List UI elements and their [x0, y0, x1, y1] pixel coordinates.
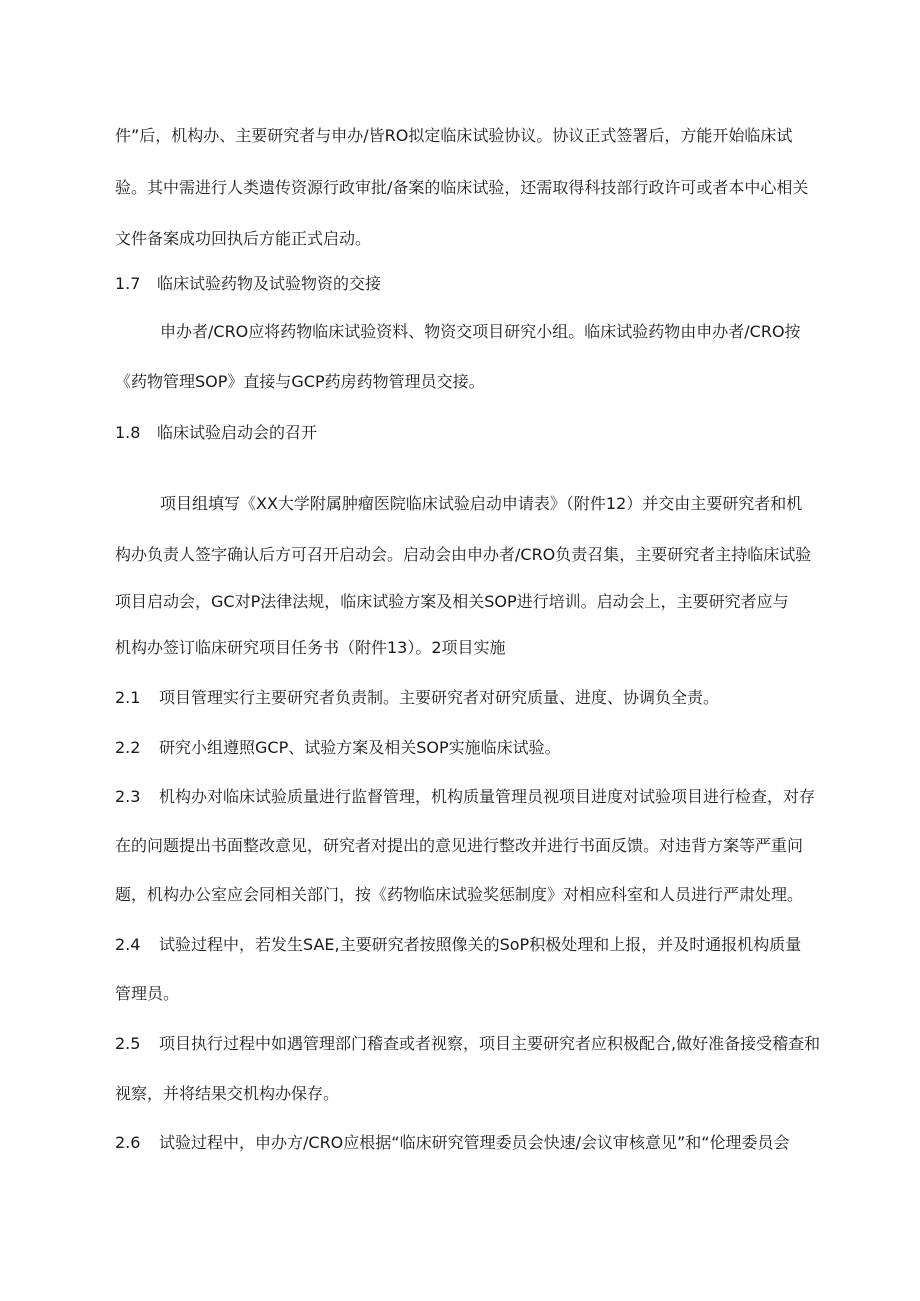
- item-text: 研究小组遵照GCP、试验方案及相关SOP实施临床试验。: [159, 738, 561, 757]
- list-item-2-3: [115, 787, 865, 807]
- paragraph-line: 件”后，机构办、主要研究者与申办/皆RO拟定临床试验协议。协议正式签署后，方能开始临床试: [115, 126, 793, 145]
- item-number: 2.2: [115, 738, 141, 757]
- item-number: 2.1: [115, 688, 141, 707]
- list-item-2-6: [115, 1133, 865, 1153]
- section-heading-1-8: [115, 423, 865, 443]
- section-number: 1.7: [115, 274, 141, 293]
- paragraph-line: 文件备案成功回执后方能正式启动。: [115, 229, 372, 248]
- paragraph-line: 《药物管理SOP》直接与GCP药房药物管理员交接。: [115, 372, 485, 391]
- section-heading-1-7: [115, 274, 865, 294]
- section-title: 临床试验药物及试验物资的交接: [157, 274, 382, 293]
- paragraph-line: 机构办签订临床研究项目任务书（附件13）。2项目实施: [115, 638, 506, 657]
- section-number: 1.8: [115, 423, 141, 442]
- list-item-2-2: [115, 738, 865, 758]
- item-number: 2.3: [115, 787, 141, 806]
- paragraph-line: 构办负责人签字确认后方可召开启动会。启动会由申办者/CRO负责召集，主要研究者主持临床试验: [115, 545, 812, 564]
- paragraph-line: 视察，并将结果交机构办保存。: [115, 1084, 340, 1103]
- paragraph-line: 题，机构办公室应会同相关部门，按《药物临床试验奖惩制度》对相应科室和人员进行严肃处理。: [115, 885, 804, 904]
- paragraph-line: 验。其中需进行人类遗传资源行政审批/备案的临床试验，还需取得科技部行政许可或者本中心相关: [115, 178, 809, 197]
- item-text: 项目管理实行主要研究者负责制。主要研究者对研究质量、进度、协调负全责。: [159, 688, 720, 707]
- list-item-2-4: [115, 935, 865, 955]
- item-text: 试验过程中，若发生SAE,主要研究者按照像关的SoP积极处理和上报，并及时通报机构质量: [159, 935, 802, 954]
- paragraph-line: 申办者/CRO应将药物临床试验资料、物资交项目研究小组。临床试验药物由申办者/CRO按: [160, 322, 801, 341]
- section-title: 临床试验启动会的召开: [157, 423, 318, 442]
- list-item-2-1: [115, 688, 865, 708]
- item-text: 项目执行过程中如遇管理部门稽查或者视察，项目主要研究者应积极配合,做好准备接受稽查和: [159, 1034, 821, 1053]
- paragraph-line: 在的问题提出书面整改意见，研究者对提出的意见进行整改并进行书面反馈。对违背方案等严重问: [115, 836, 804, 855]
- item-text: 机构办对临床试验质量进行监督管理，机构质量管理员视项目进度对试验项目进行检查，对存: [159, 787, 816, 806]
- item-text: 试验过程中，申办方/CRO应根据“临床研究管理委员会快速/会议审核意见”和“伦理委员会: [159, 1133, 790, 1152]
- item-number: 2.5: [115, 1034, 141, 1053]
- item-number: 2.4: [115, 935, 141, 954]
- paragraph-line: 项目组填写《XX大学附属肿瘤医院临床试验启动申请表》（附件12）并交由主要研究者和机: [160, 494, 803, 513]
- list-item-2-5: [115, 1034, 865, 1054]
- paragraph-line: 项目启动会，GC对P法律法规，临床试验方案及相关SOP进行培训。启动会上，主要研究者应与: [115, 592, 789, 611]
- paragraph-line: 管理员。: [115, 984, 180, 1003]
- item-number: 2.6: [115, 1133, 141, 1152]
